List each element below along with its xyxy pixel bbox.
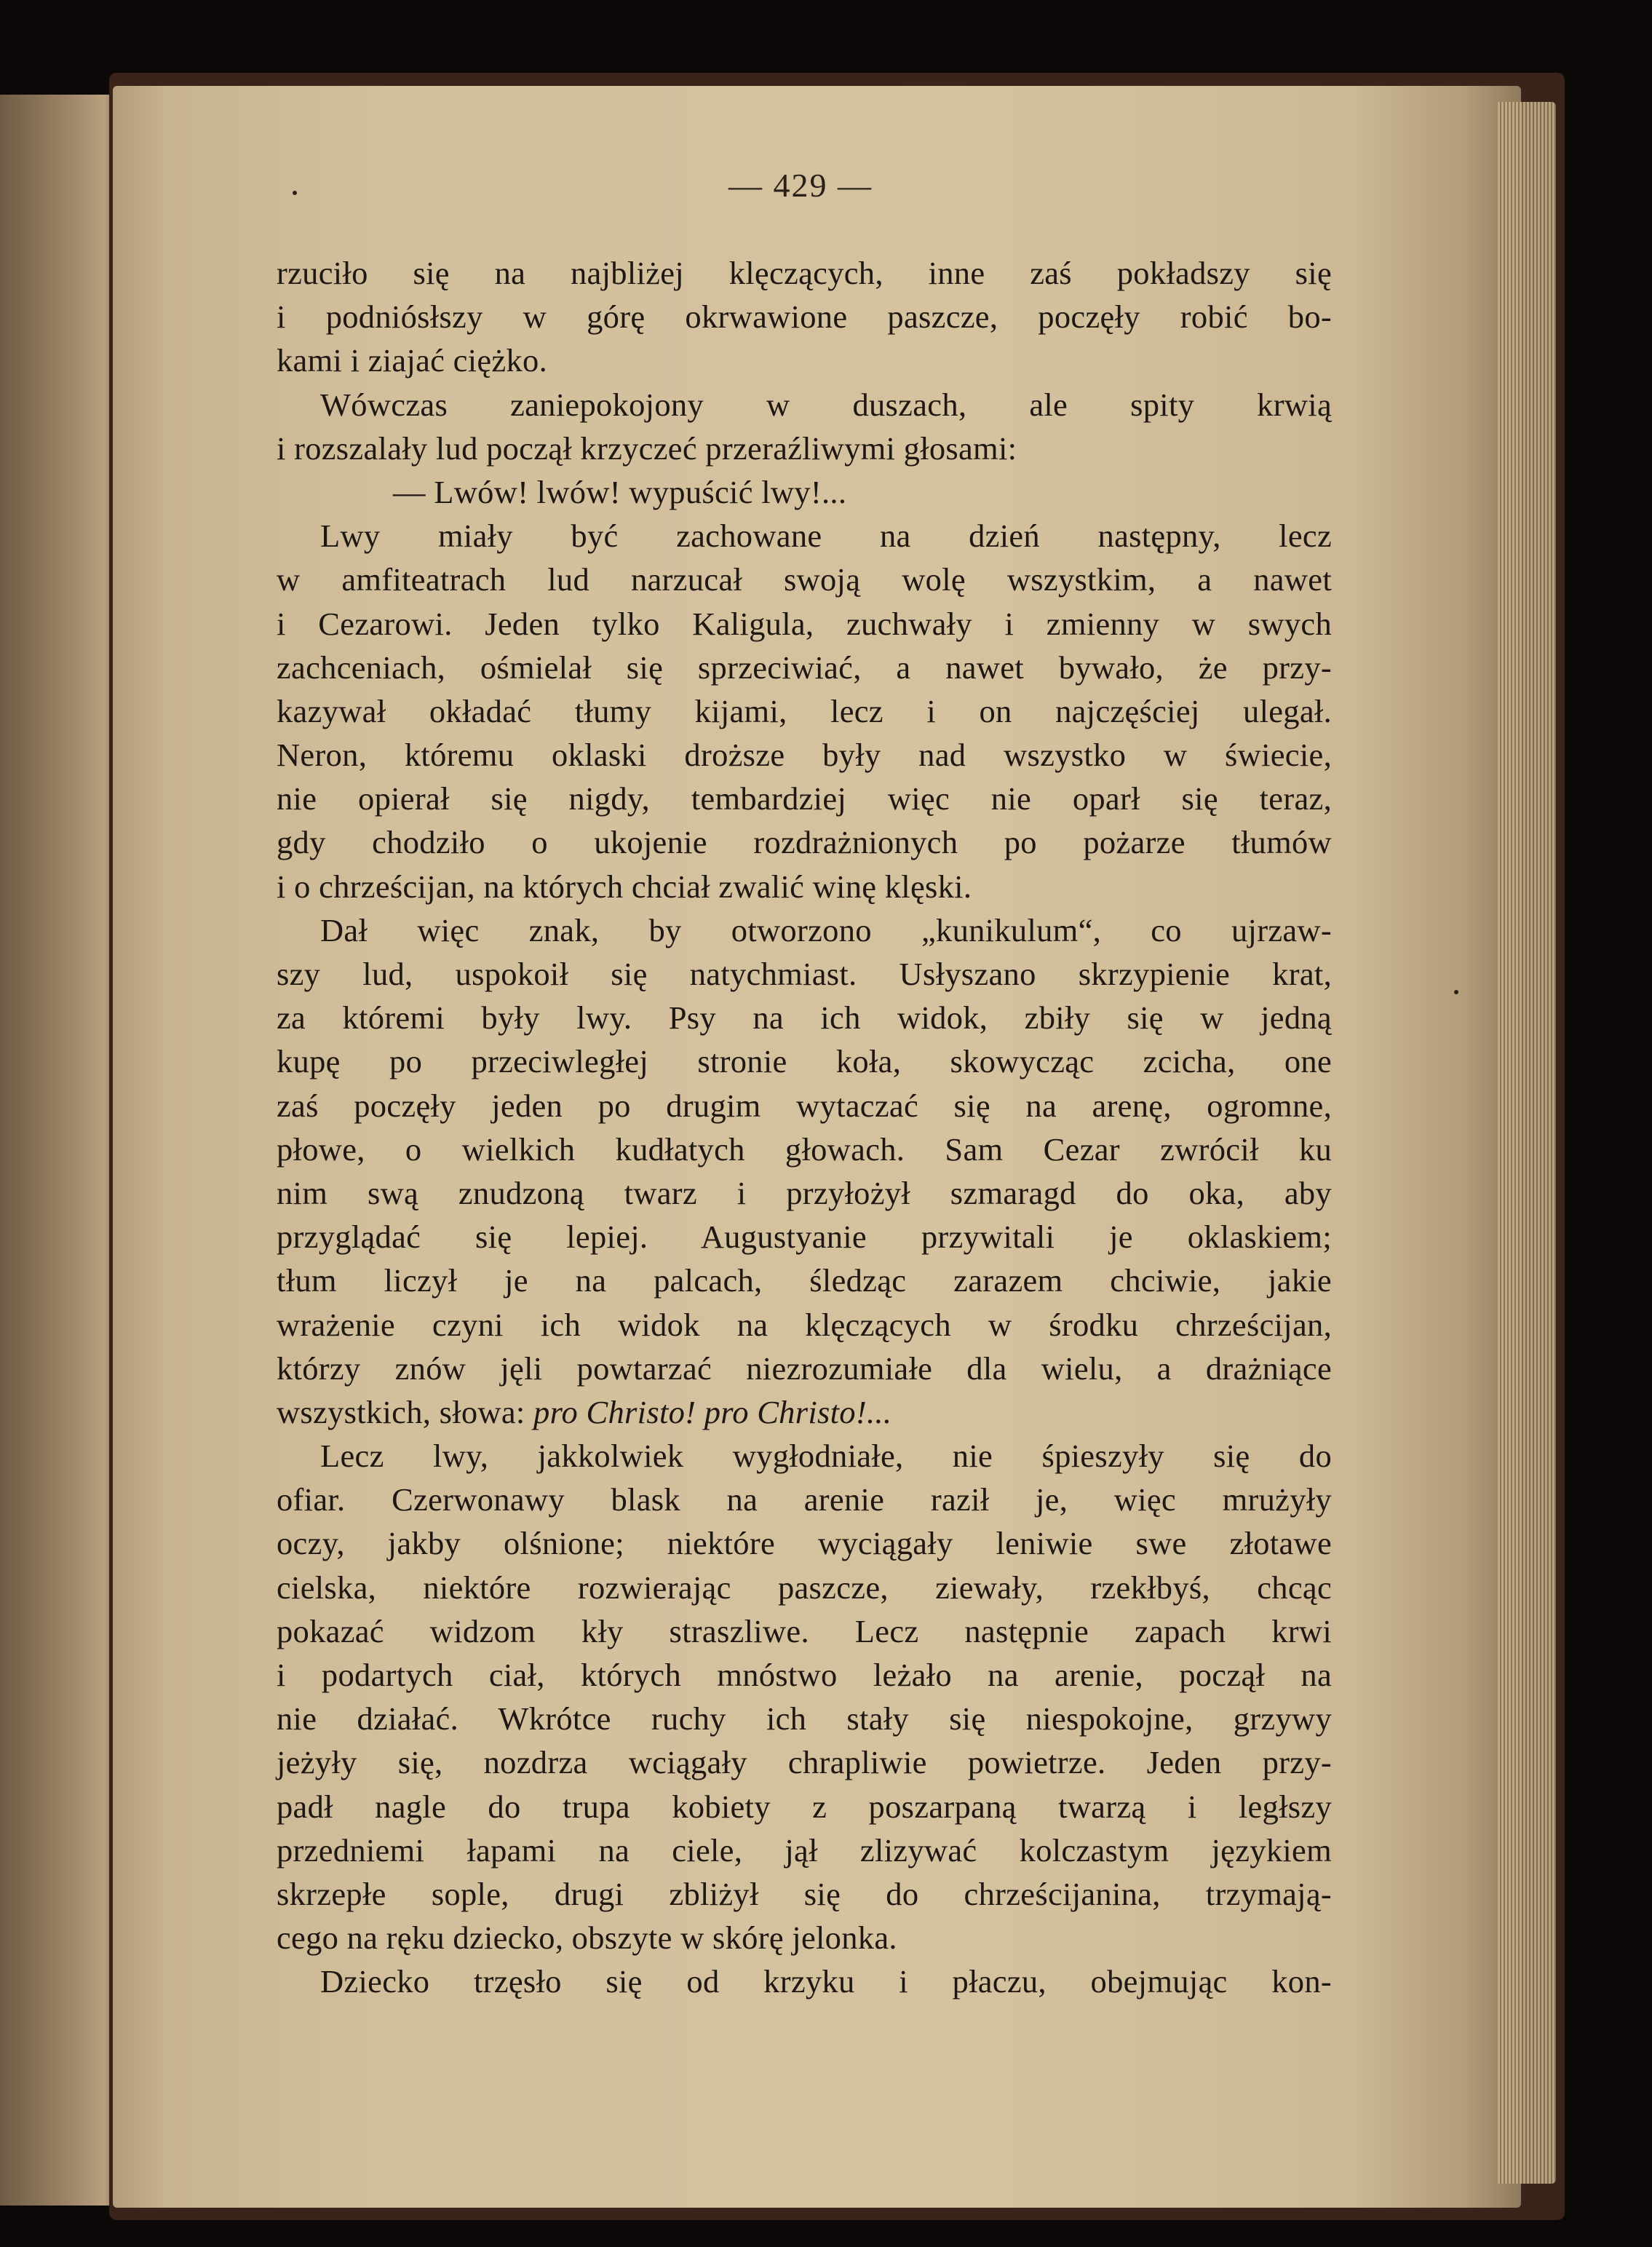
- text-line: i podartych ciał, których mnóstwo leżało na arenie, począł na: [277, 1657, 1332, 1693]
- text-line: rzuciło się na najbliżej klęczących, inne zaś pokładszy się: [277, 255, 1332, 291]
- text-line: wrażenie czyni ich widok na klęczących w środku chrześcijan,: [277, 1306, 1332, 1343]
- page-speck: [1454, 990, 1458, 994]
- text-line: pokazać widzom kły straszliwe. Lecz następnie zapach krwi: [277, 1612, 1332, 1649]
- text-line: kupę po przeciwległej stronie koła, skowycząc zcicha, one: [277, 1043, 1332, 1080]
- text-line: w amfiteatrach lud narzucał swoją wolę wszystkim, a nawet: [277, 561, 1332, 598]
- text-line: oczy, jakby olśnione; niektóre wyciągały leniwie swe złotawe: [277, 1525, 1332, 1562]
- text-line: zachceniach, ośmielał się sprzeciwiać, a nawet bywało, że przy-: [277, 649, 1332, 686]
- dialogue-line: — Lwów! lwów! wypuścić lwy!...: [393, 473, 847, 510]
- text-line: Lecz lwy, jakkolwiek wygłodniałe, nie śpieszyły się do: [320, 1438, 1332, 1475]
- text-line: i podniósłszy w górę okrwawione paszcze, poczęły robić bo-: [277, 298, 1332, 336]
- text-line: cielska, niektóre rozwierając paszcze, ziewały, rzekłbyś, chcąc: [277, 1569, 1332, 1606]
- text-line: [277, 1390, 1332, 1434]
- text-line: szy lud, uspokoił się natychmiast. Usłyszano skrzypienie krat,: [277, 956, 1332, 992]
- text-line: i Cezarowi. Jeden tylko Kaligula, zuchwały i zmienny w swych: [277, 605, 1332, 642]
- italic-phrase: pro Christo! pro Christo!...: [533, 1393, 892, 1430]
- text-line: jeżyły się, nozdrza wciągały chrapliwie powietrze. Jeden przy-: [277, 1744, 1332, 1781]
- text-line: padł nagle do trupa kobiety z poszarpaną twarzą i ległszy: [277, 1788, 1332, 1825]
- text-line: Neron, któremu oklaski droższe były nad wszystko w świecie,: [277, 737, 1332, 774]
- text-fragment: wszystkich, słowa:: [277, 1393, 525, 1430]
- text-line: Dał więc znak, by otworzono „kunikulum“, co ujrzaw-: [320, 911, 1332, 948]
- text-line: skrzepłe sople, drugi zbliżył się do chrześcijanina, trzymają-: [277, 1875, 1332, 1912]
- text-line: przyglądać się lepiej. Augustyanie przywitali je oklaskiem;: [277, 1218, 1332, 1256]
- text-line: i rozszalały lud począł krzyczeć przeraźliwymi głosami:: [277, 429, 1017, 467]
- text-line: za któremi były lwy. Psy na ich widok, zbiły się w jedną: [277, 999, 1332, 1037]
- body-text: [277, 251, 1332, 2004]
- text-line: zaś poczęły jeden po drugim wytaczać się na arenę, ogromne,: [277, 1087, 1332, 1124]
- text-line: którzy znów jęli powtarzać niezrozumiałe dla wielu, a drażniące: [277, 1350, 1332, 1387]
- text-line: gdy chodziło o ukojenie rozdrażnionych po pożarze tłumów: [277, 824, 1332, 861]
- text-line: i o chrześcijan, na których chciał zwalić winę klęski.: [277, 868, 972, 905]
- text-line: kami i ziajać ciężko.: [277, 342, 547, 379]
- page-number: — 429 —: [728, 167, 873, 204]
- page-speck: [293, 191, 297, 195]
- text-line: ofiar. Czerwonawy blask na arenie raził je, więc mrużyły: [277, 1481, 1332, 1518]
- page-stack-edge: [1498, 102, 1556, 2184]
- text-line: płowe, o wielkich kudłatych głowach. Sam Cezar zwrócił ku: [277, 1130, 1332, 1168]
- text-line: Lwy miały być zachowane na dzień następny, lecz: [320, 518, 1332, 555]
- text-line: przedniemi łapami na ciele, jął zlizywać kolczastym językiem: [277, 1831, 1332, 1868]
- text-line: Dziecko trzęsło się od krzyku i płaczu, obejmując kon-: [320, 1963, 1332, 2000]
- text-line: nim swą znudzoną twarz i przyłożył szmaragd do oka, aby: [277, 1174, 1332, 1211]
- left-page-edge: [0, 95, 122, 2206]
- text-line: nie opierał się nigdy, tembardziej więc nie oparł się teraz,: [277, 780, 1332, 817]
- text-line: tłum liczył je na palcach, śledząc zarazem chciwie, jakie: [277, 1262, 1332, 1299]
- text-line: nie działać. Wkrótce ruchy ich stały się niespokojne, grzywy: [277, 1700, 1332, 1737]
- text-line: kazywał okładać tłumy kijami, lecz i on najczęściej ulegał.: [277, 692, 1332, 729]
- text-line: cego na ręku dziecko, obszyte w skórę jelonka.: [277, 1919, 897, 1957]
- text-line: Wówczas zaniepokojony w duszach, ale spity krwią: [320, 386, 1332, 423]
